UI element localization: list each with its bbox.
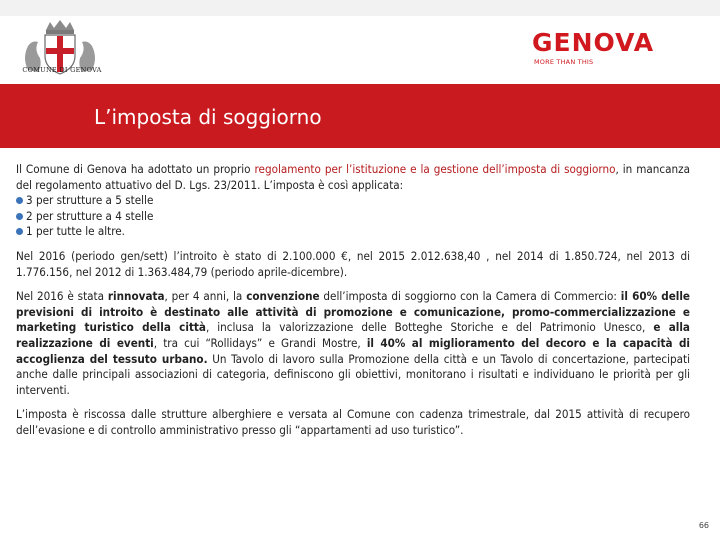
collection-paragraph: L’imposta è riscossa dalle strutture alberghiere e versata al Comune con cadenza trimestrale, dal 2015 attività di recupero dell’evasione e di controllo amministrativo presso gli “appartamenti ad uso turistico”. <box>16 407 690 437</box>
convention-text: , per 4 anni, la <box>164 289 247 304</box>
page-number: 66 <box>698 521 709 530</box>
genova-brand-logo <box>532 30 702 70</box>
bullet-dot-icon <box>16 228 23 235</box>
crest-label: COMUNE DI GENOVA <box>22 66 102 74</box>
convention-text: Un Tavolo di lavoro sulla Promozione della città e un Tavolo di concertazione, partecipati anche dalle principali associazioni di categoria, definiscono gli obiettivi, monitorano i risultati e individuano le priorità per gli interventi. <box>16 351 690 397</box>
convention-text: Nel 2016 è stata <box>16 289 108 304</box>
list-item <box>16 209 690 225</box>
intro-text-2: , in mancanza del regolamento attuativo del D. Lgs. 23/2011. L’imposta è così applicata: <box>16 162 690 192</box>
revenue-paragraph: Nel 2016 (periodo gen/sett) l’introito è stato di 2.100.000 €, nel 2015 2.012.638,40 , nel 2014 di 1.850.724, nel 2013 di 1.776.156, nel 2012 di 1.363.484,79 (periodo aprile-dicembre). <box>16 248 690 279</box>
convention-paragraph <box>16 289 690 398</box>
rate-text: 2 per strutture a 4 stelle <box>26 208 154 223</box>
rate-text: 1 per tutte le altre. <box>26 224 125 239</box>
convention-bold: il 40% al miglioramento del decoro e la capacità di accoglienza del tessuto urbano. <box>16 335 690 366</box>
intro-paragraph <box>16 162 690 193</box>
slide-title: L’imposta di soggiorno <box>94 105 322 129</box>
convention-bold: rinnovata <box>107 289 165 304</box>
bullet-dot-icon <box>16 213 23 220</box>
convention-bold: convenzione <box>246 289 320 304</box>
convention-bold: e alla realizzazione di eventi <box>16 320 690 350</box>
list-item <box>16 224 690 240</box>
rates-list <box>16 193 690 240</box>
convention-text: dell’imposta di soggiorno con la Camera di Commercio: <box>319 289 621 304</box>
convention-text: , inclusa la valorizzazione delle Botteghe Storiche e del Patrimonio Unesco, <box>205 320 654 335</box>
slide-body <box>16 162 690 439</box>
brand-tagline: MORE THAN THIS <box>534 58 594 66</box>
intro-text: Il Comune di Genova ha adottato un proprio <box>16 162 255 176</box>
regulation-link[interactable]: regolamento per l’istituzione e la gestione dell’imposta di soggiorno <box>254 162 616 176</box>
list-item <box>16 193 690 209</box>
top-strip <box>0 0 720 16</box>
convention-bold: il 60% delle previsioni di introito è destinato alle attività di promozione e comunicazione, promo-commercializzazione e marketing turistico della città <box>16 289 690 335</box>
convention-text: , tra cui “Rollidays” e Grandi Mostre, <box>153 335 367 350</box>
rate-text: 3 per strutture a 5 stelle <box>26 193 154 208</box>
brand-name: GENOVA <box>532 28 655 57</box>
bullet-dot-icon <box>16 197 23 204</box>
